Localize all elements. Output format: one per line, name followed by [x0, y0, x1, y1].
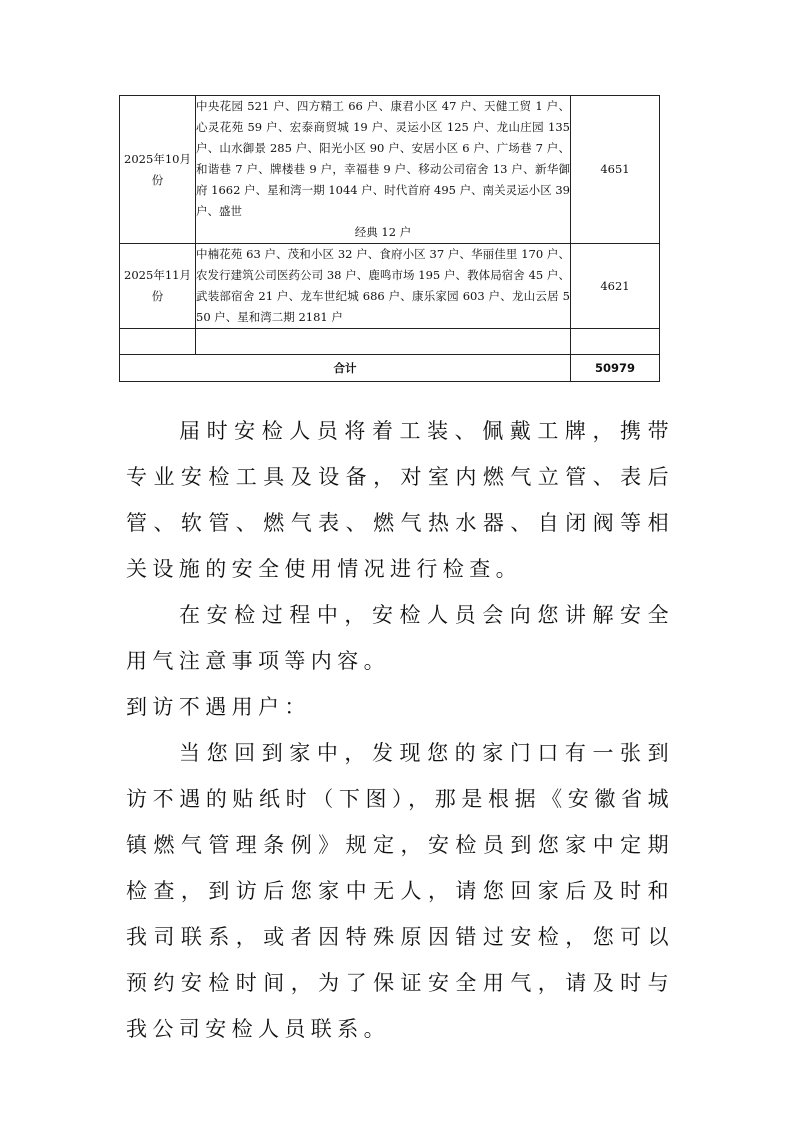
empty-cell — [120, 329, 196, 355]
paragraph-safety-explanation: 在安检过程中，安检人员会向您讲解安全用气注意事项等内容。 — [126, 603, 674, 673]
estates-cell — [196, 244, 571, 329]
total-value: 50979 — [571, 355, 660, 382]
section-heading: 到访不遇用户： — [126, 695, 311, 719]
paragraph-inspection-details: 届时安检人员将着工装、佩戴工牌，携带专业安检工具及设备，对室内燃气立管、表后管、软管、燃气表、燃气热水器、自闭阀等相关设施的安全使用情况进行检查。 — [126, 419, 674, 581]
empty-cell — [571, 329, 660, 355]
paragraph-missed-visit: 当您回到家中，发现您的家门口有一张到访不遇的贴纸时（下图），那是根据《安徽省城镇燃气管理条例》规定，安检员到您家中定期检查，到访后您家中无人，请您回家后及时和我司联系，或者因特殊原因错过安检，您可以预约安检时间，为了保证安全用气，请及时与我公司安检人员联系。 — [126, 741, 674, 1041]
estates-text-tail: 经典 12 户 — [354, 225, 412, 239]
table-row — [120, 96, 660, 244]
household-count-cell: 4621 — [571, 244, 660, 329]
month-cell: 2025年10月份 — [120, 96, 196, 244]
estates-text: 中楠花苑 63 户、茂和小区 32 户、食府小区 37 户、华丽佳里 170 户、农发行建筑公司医药公司 38 户、鹿鸣市场 195 户、教体局宿舍 45 户、武装部宿舍 21 户、龙车世纪城 686 户、康乐家园 603 户、龙山云居 550 户、星和湾二期 2181 户 — [196, 247, 570, 324]
table-row-empty — [120, 329, 660, 355]
household-count-cell: 4651 — [571, 96, 660, 244]
empty-cell — [196, 329, 571, 355]
notice-body — [126, 408, 674, 1052]
table-total-row — [120, 355, 660, 382]
estates-cell — [196, 96, 571, 244]
total-label: 合计 — [120, 355, 571, 382]
inspection-schedule-table — [119, 95, 660, 382]
table-row — [120, 244, 660, 329]
month-cell: 2025年11月份 — [120, 244, 196, 329]
estates-text: 中央花园 521 户、四方精工 66 户、康君小区 47 户、天健工贸 1 户、心灵花苑 59 户、宏泰商贸城 19 户、灵运小区 125 户、龙山庄园 135 户、山水御景 285 户、阳光小区 90 户、安居小区 6 户、广场巷 7 户、和谐巷 7 户、牌楼巷 9 户，幸福巷 9 户、移动公司宿舍 13 户、新华御府 1662 户、星和湾一期 1044 户、时代首府 495 户、南关灵运小区 39 户、盛世 — [196, 99, 570, 218]
